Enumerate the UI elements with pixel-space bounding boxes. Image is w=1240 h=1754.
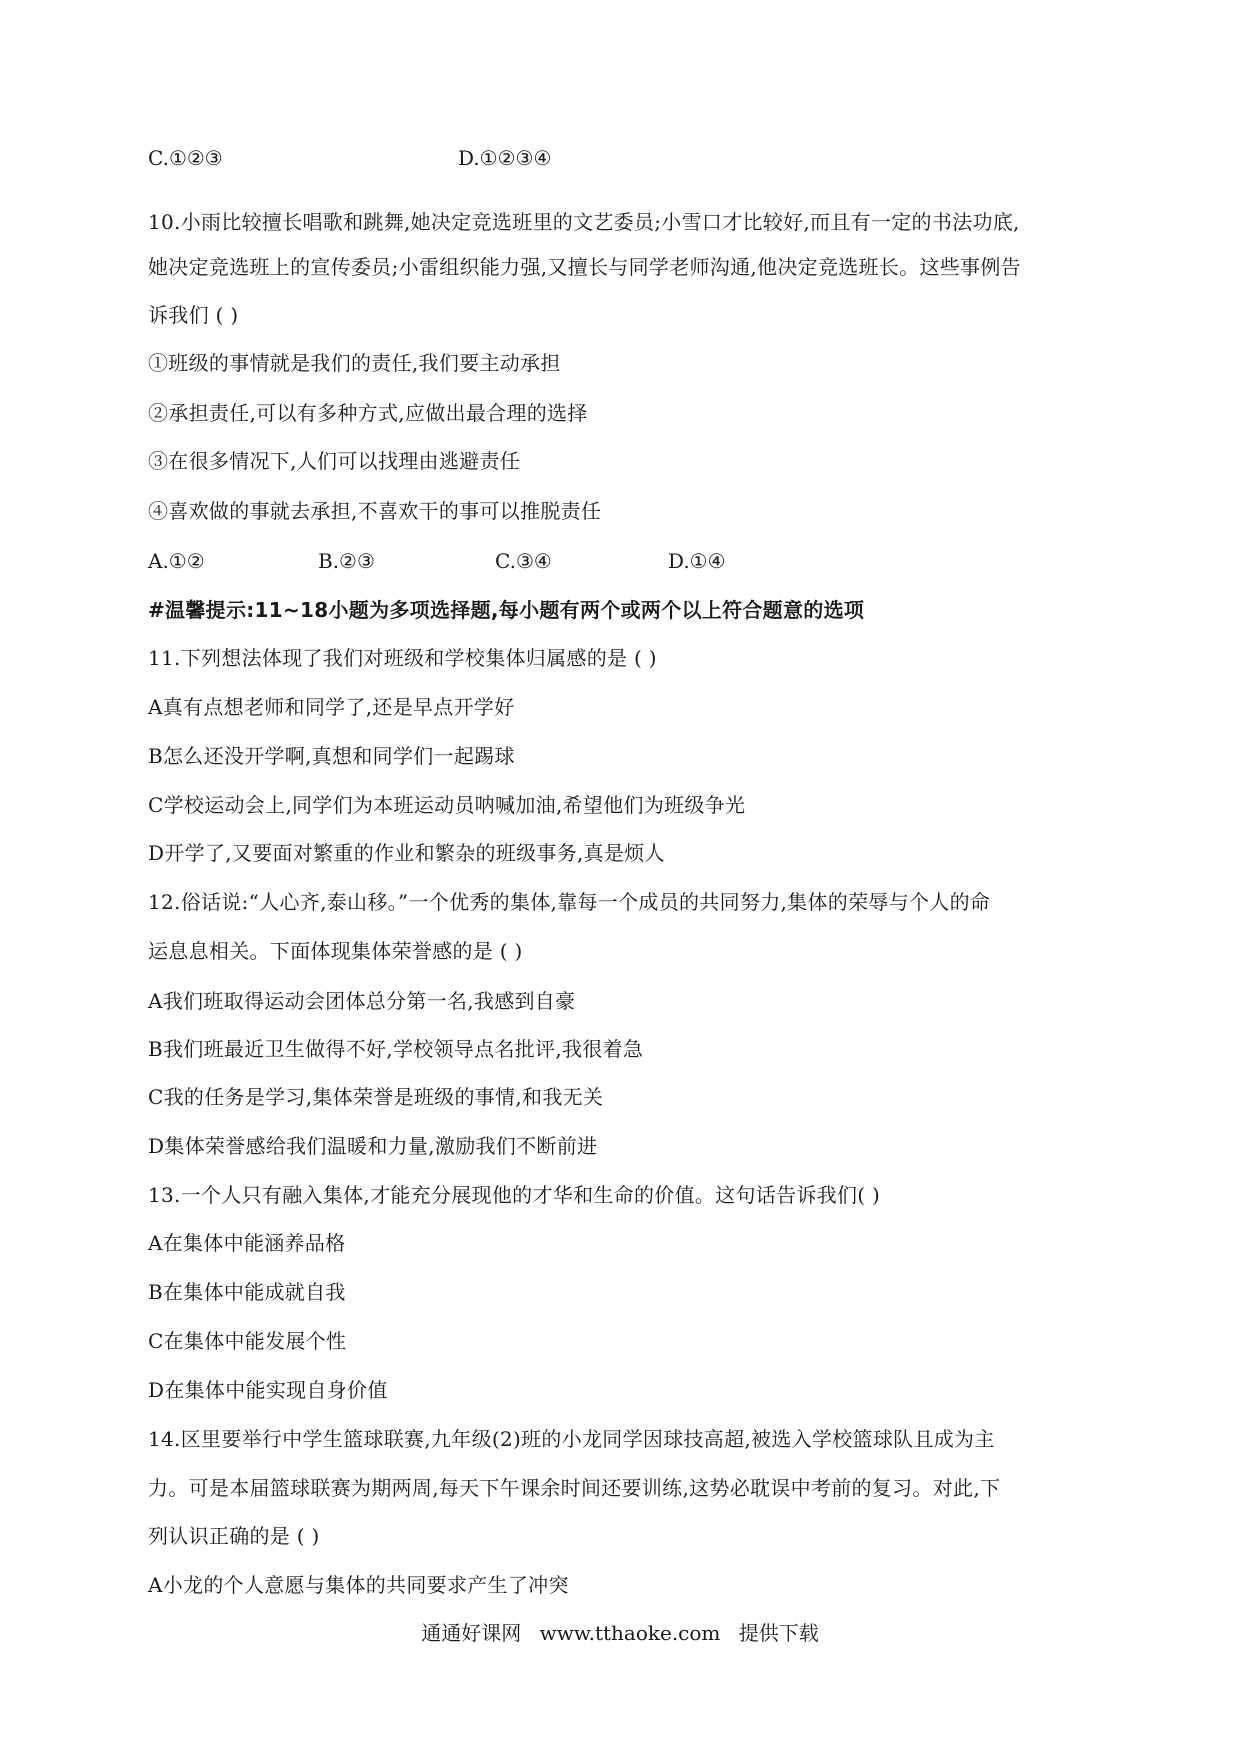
- q11-stem: 11.下列想法体现了我们对班级和学校集体归属感的是 ( ): [148, 646, 657, 670]
- q13-option-c: C在集体中能发展个性: [148, 1329, 347, 1353]
- q11-option-a: A真有点想老师和同学了,还是早点开学好: [148, 695, 515, 719]
- footer-site-name: 通通好课网: [421, 1621, 522, 1645]
- q11-option-d: D开学了,又要面对繁重的作业和繁杂的班级事务,真是烦人: [148, 841, 665, 865]
- q14-option-a: A小龙的个人意愿与集体的共同要求产生了冲突: [148, 1573, 569, 1597]
- q10-statement-2: ②承担责任,可以有多种方式,应做出最合理的选择: [148, 401, 588, 425]
- q13-option-b: B在集体中能成就自我: [148, 1280, 346, 1304]
- q10-stem-line1: 10.小雨比较擅长唱歌和跳舞,她决定竞选班里的文艺委员;小雪口才比较好,而且有一定的书法功底,: [148, 210, 1020, 234]
- q10-option-a: A.①②: [148, 549, 205, 573]
- page-footer: [0, 1618, 1240, 1648]
- q12-stem-line1: 12.俗话说:“人心齐,泰山移。”一个优秀的集体,靠每一个成员的共同努力,集体的荣辱与个人的命: [148, 890, 991, 914]
- q12-stem-line2: 运息息相关。下面体现集体荣誉感的是 ( ): [148, 939, 523, 963]
- q9-option-d: D.①②③④: [458, 146, 552, 170]
- q13-option-d: D在集体中能实现自身价值: [148, 1378, 388, 1402]
- q14-stem-line2: 力。可是本届篮球联赛为期两周,每天下午课余时间还要训练,这势必耽误中考前的复习。对此,下: [148, 1476, 1001, 1500]
- q10-stem-line3: 诉我们 ( ): [148, 303, 239, 327]
- footer-url[interactable]: www.tthaoke.com: [539, 1621, 721, 1645]
- q12-option-a: A我们班取得运动会团体总分第一名,我感到自豪: [148, 989, 576, 1013]
- q12-option-b: B我们班最近卫生做得不好,学校领导点名批评,我很着急: [148, 1037, 644, 1061]
- q11-option-c: C学校运动会上,同学们为本班运动员呐喊加油,希望他们为班级争光: [148, 793, 746, 817]
- q10-statement-3: ③在很多情况下,人们可以找理由逃避责任: [148, 449, 521, 473]
- q14-stem-line3: 列认识正确的是 ( ): [148, 1524, 320, 1548]
- footer-note: 提供下载: [738, 1621, 819, 1645]
- q14-stem-line1: 14.区里要举行中学生篮球联赛,九年级(2)班的小龙同学因球技高超,被选入学校篮球队且成为主: [148, 1427, 995, 1451]
- q10-statement-4: ④喜欢做的事就去承担,不喜欢干的事可以推脱责任: [148, 499, 602, 523]
- q10-option-b: B.②③: [318, 549, 375, 573]
- q12-option-c: C我的任务是学习,集体荣誉是班级的事情,和我无关: [148, 1085, 604, 1109]
- q13-stem: 13.一个人只有融入集体,才能充分展现他的才华和生命的价值。这句话告诉我们( ): [148, 1183, 881, 1207]
- q13-option-a: A在集体中能涵养品格: [148, 1231, 346, 1255]
- q11-option-b: B怎么还没开学啊,真想和同学们一起踢球: [148, 744, 515, 768]
- multiple-choice-tip: #温馨提示:11~18小题为多项选择题,每小题有两个或两个以上符合题意的选项: [148, 598, 865, 622]
- q10-stem-line2: 她决定竞选班上的宣传委员;小雷组织能力强,又擅长与同学老师沟通,他决定竞选班长。这些事例告: [148, 255, 1021, 279]
- q10-option-d: D.①④: [668, 549, 726, 573]
- q10-statement-1: ①班级的事情就是我们的责任,我们要主动承担: [148, 351, 561, 375]
- q10-option-c: C.③④: [495, 549, 552, 573]
- q12-option-d: D集体荣誉感给我们温暖和力量,激励我们不断前进: [148, 1134, 598, 1158]
- q9-option-c: C.①②③: [148, 146, 223, 170]
